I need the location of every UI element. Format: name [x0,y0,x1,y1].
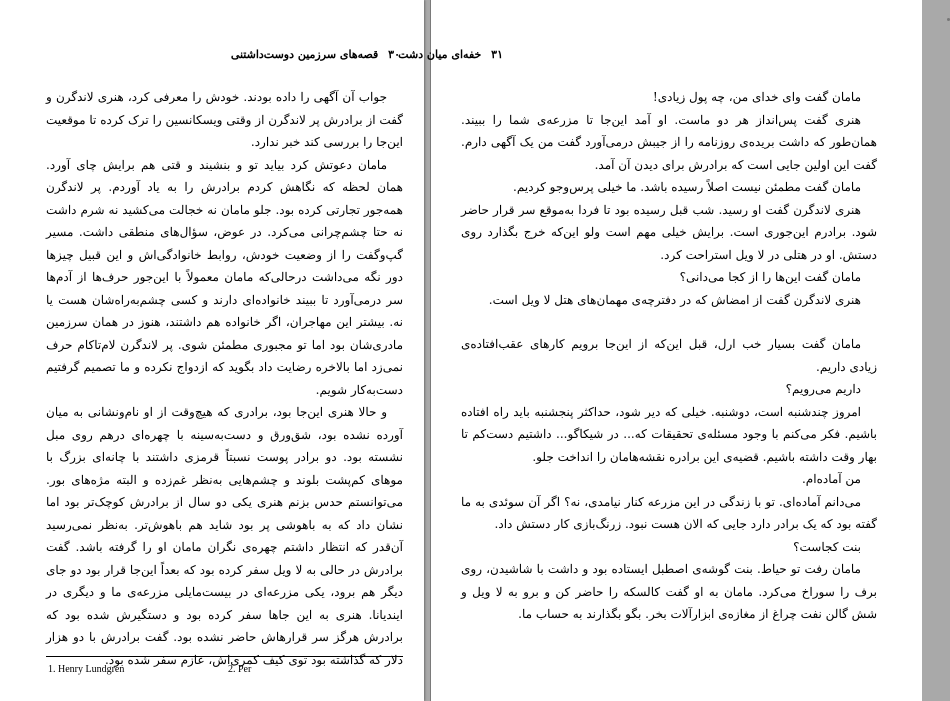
right-running-title: خفه‌ای میان دشت [398,48,482,61]
left-paragraph-3: و حالا هنری این‌جا بود، برادری که هیچ‌وقت از او نام‌ونشانی به میان آورده نشده بود، شق‌ورق و دست‌به‌سینه با چهره‌ای درهم روی مبل نشسته بود. دو برادر پوست نسبتاً قرمزی داشتند با چانه‌ای بزرگ با موهای کم‌پشت بلوند و چشم‌هایی به‌نظر غم‌زده و البته مژه‌های بور. می‌توانستم حدس بزنم هنری یکی دو سال از برادرش کوچک‌تر بود اما نشان داد که به باهوشی پر بود شاید هم باهوش‌تر. به‌نظر نمی‌رسید آن‌قدر که انتظار داشتم چهره‌ی نگران مامان او را گرفته باشد. گفت برادرش در حالی به لا ویل سفر کرده بود که بعداً این‌جا قرار بود دو جای دیگر هم برود، یکی مزرعه‌ای در بیست‌مایلی مزرعه‌ی ما و دیگری در ایندیانا. هنری به این جاها سفر کرده بود و دستگیرش شده بود که برادرش هرگز سر قرارهاش حاضر نشده بود. گفت برادرش با دو هزار دلار که گذاشته بود توی کیف کمری‌اش، عازم سفر شده بود. [46,405,403,667]
footnote-divider [46,656,403,657]
right-paragraph-10: من آماده‌ام. [801,472,861,486]
right-page [398,0,922,701]
right-paragraph-9: امروز چندشنبه است، دوشنبه. خیلی که دیر شود، حداکثر پنجشنبه باید راه افتاده باشیم. فکر می‌کنم با وجود مسئله‌ی تحقیقات که... در شیکاگو... داشتیم دست‌کم تا بهار وقت داشته باشیم. قضیه‌ی این برادره نقشه‌هامان را انداخت جلو. [461,404,877,464]
right-page-number: ۳۱ [491,48,503,61]
right-paragraph-12: بنت کجاست؟ [793,539,861,554]
right-paragraph-1: مامان گفت وای خدای من، چه پول زیادی! [652,90,861,104]
left-page-header [231,48,404,61]
right-paragraph-13: مامان رفت تو حیاط. بنت گوشه‌ی اصطبل ایستاده بود و داشت با شاشیدن، روی برف را سوراخ می‌کرد. مامان به او گفت کالسکه را حاضر کن و برو به لا ویل و شش گالن نفت چراغ از مغازه‌ی ابزارآلات بخر. بگو بگذارند به حساب ما. [461,562,877,621]
left-page-body [46,86,403,671]
right-paragraph-4: هنری لاندگرن گفت او رسید. شب قبل رسیده بود تا فردا به‌موقع سر قرار حاضر شود. برادرم این‌جوری است. برایش خیلی مهم است ولو این‌که خرج بگذارد روی دستش. او در هتلی در لا ویل استراحت کرد. [461,202,877,262]
footnote-2: 2. Per [228,664,252,675]
left-page [0,0,424,701]
right-page-body [461,86,877,626]
right-paragraph-8: داریم می‌رویم؟ [785,382,861,396]
right-paragraph-6: هنری لاندگرن گفت از امضاش که در دفترچه‌ی مهمان‌های هتل لا ویل است. [488,292,861,307]
right-paragraph-7: مامان گفت بسیار خب ارل، قبل این‌که از این‌جا برویم کارهای عقب‌افتاده‌ی زیادی داریم. [461,337,877,374]
right-page-header [398,48,507,61]
footnote-1: 1. Henry Lundgren [48,664,125,675]
right-paragraph-3: مامان گفت مطمئن نیست اصلاً رسیده باشد. ما خیلی پرس‌وجو کردیم. [513,180,861,194]
left-page-number: ۳۰ [388,48,400,61]
right-paragraph-5: مامان گفت این‌ها را از کجا می‌دانی؟ [679,270,861,284]
right-paragraph-11: می‌دانم آماده‌ای. تو با زندگی در این مزرعه کنار نیامدی، نه؟ اگر آن سوئدی به ما گفته بود که یک برادر دارد جایی که الان هست نبود. زرنگ‌بازی کار دستش داد. [461,494,877,531]
left-paragraph-2: مامان دعوتش کرد بیاید تو و بنشیند و قتی هم برایش چای آورد. همان لحظه که نگاهش کردم برادرش را به یاد آوردم. پر لاندگرن همه‌جور تجارتی کرده بود. جلو مامان نه خجالت می‌کشید نه شرم داشت نه حتا چشم‌چرانی می‌کرد. در عوض، سؤال‌های منطقی داشت. مسیر گپ‌وگفت را از وضعیت خودش، روابط خانوادگی‌اش و این قبیل چیزها دور نگه می‌داشت درحالی‌که مامان معمولاً با این‌جور حرف‌ها از آدم‌ها سر درمی‌آورد تا ببیند خانواده‌ای دارند و کسی چشم‌به‌راه‌شان هست یا نه. بیشتر این مهاجران، اگر خانواده هم داشتند، هنوز در همان سرزمین مادری‌شان بود اما تو مجبوری مطمئن شوی. پر لاندگرن لام‌تاکام حرف نمی‌زد اما بالاخره رضایت داد بگوید که ازدواج نکرده و ما تصمیم گرفتیم دست‌به‌کار شویم. [46,157,403,397]
right-paragraph-2: هنری گفت پس‌انداز هر دو ماست. او آمد این‌جا تا مزرعه‌ی شما را ببیند. همان‌طور که داشت بریده‌ی روزنامه را از جیبش درمی‌آورد گفت من یک آگهی دارم. گفت این اولین جایی است که برادرش برای دیدن آن آمد. [461,112,877,172]
section-break [461,311,877,333]
left-paragraph-1: جواب آن آگهی را داده بودند. خودش را معرفی کرد، هنری لاندگرن و گفت از برادرش پر لاندگرن از وقتی ویسکانسین را ترک کرده تا موقعیت این‌جا را بررسی کند خبر ندارد. [46,90,403,149]
left-running-title: قصه‌های سرزمین دوست‌داشتنی [230,48,379,61]
